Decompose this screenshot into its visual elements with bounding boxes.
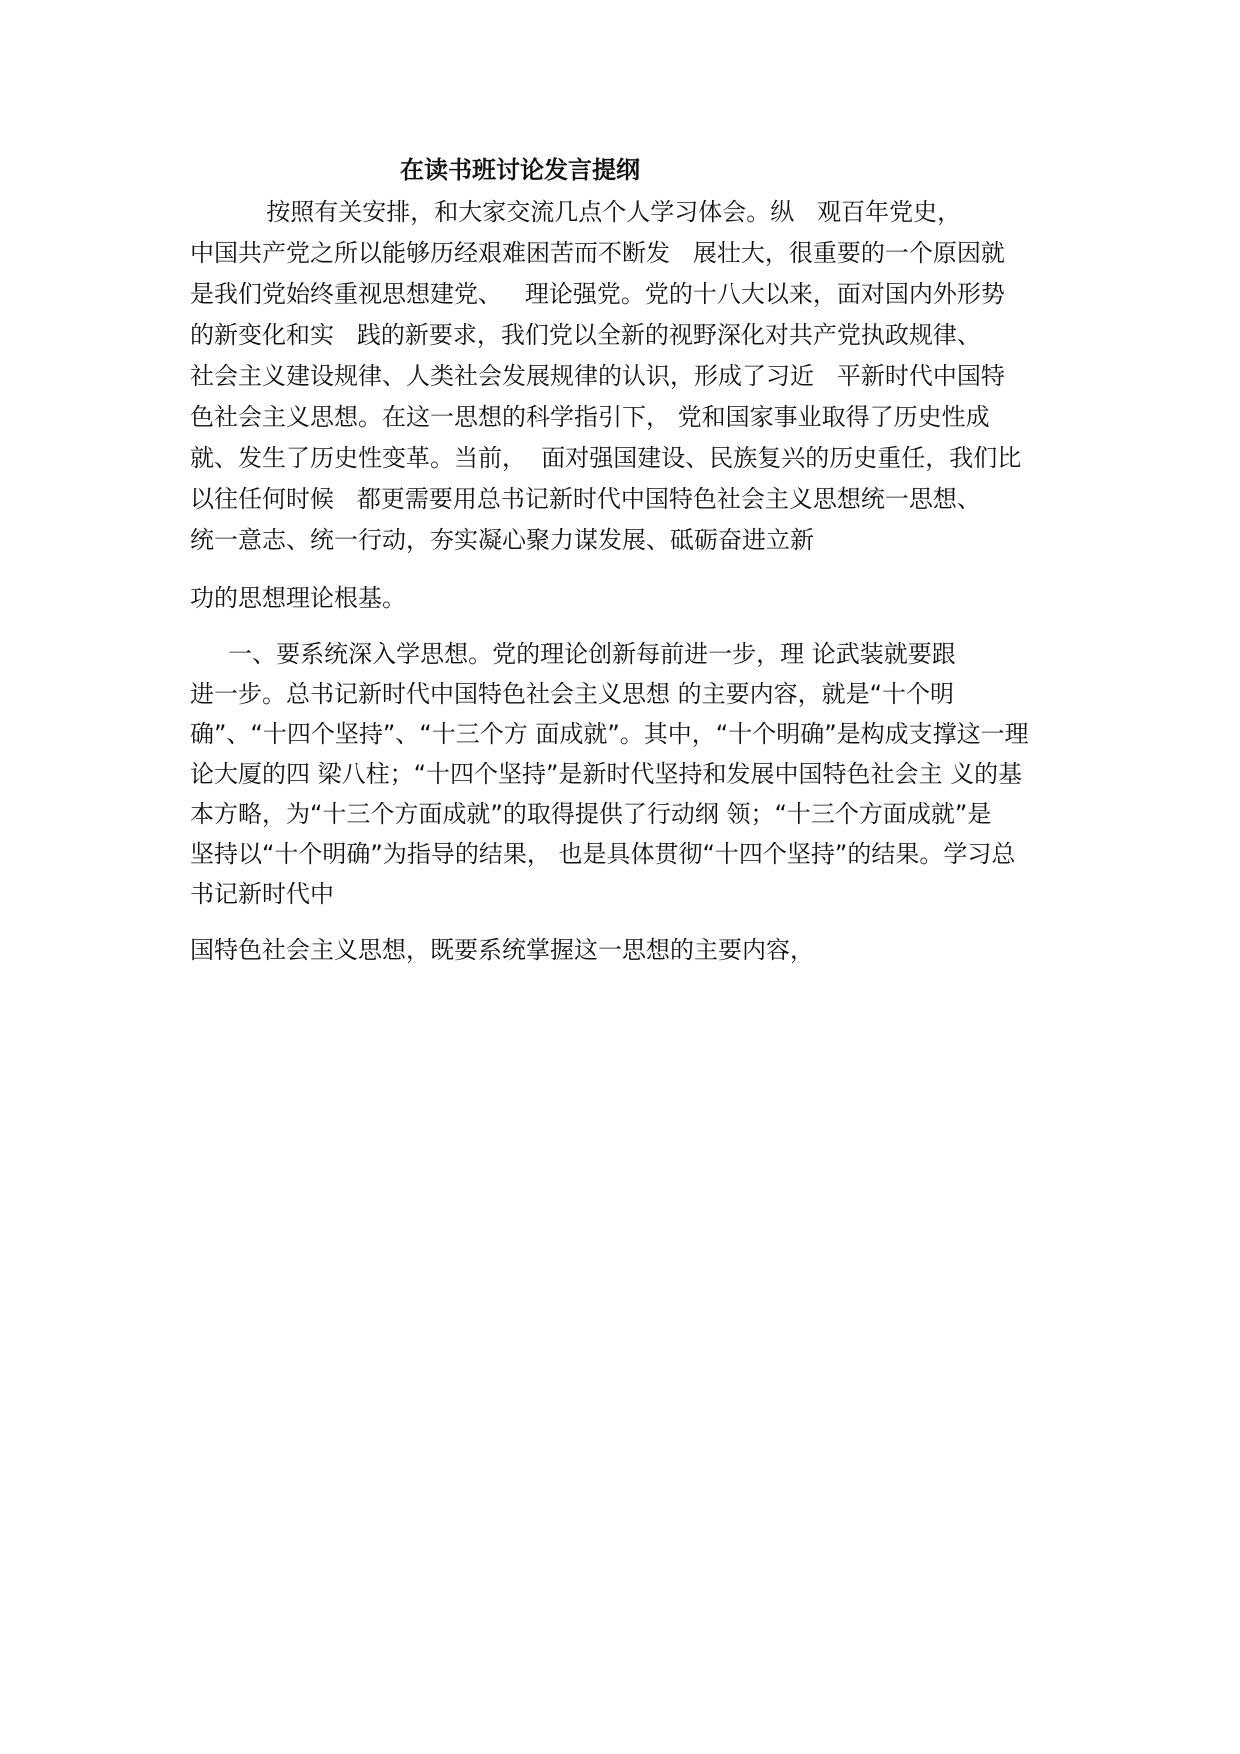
paragraph-line: 一、要系统深入学思想。党的理论创新每前进一步，理 论武装就要跟 [190,640,956,668]
paragraph-line: 功的思想理论根基。 [190,584,406,612]
paragraph-line: 社会主义建设规律、人类社会发展规律的认识，形成了习近 平新时代中国特 [190,362,1005,390]
paragraph-line: 色社会主义思想。在这一思想的科学指引下， 党和国家事业取得了历史性成 [190,403,990,431]
paragraph-line: 中国共产党之所以能够历经艰难困苦而不断发 展壮大，很重要的一个原因就 [190,239,1005,267]
paragraph-line: 论大厦的四 梁八柱；“十四个坚持”是新时代坚持和发展中国特色社会主 义的基 [190,760,1023,788]
paragraph-line: 本方略，为“十三个方面成就”的取得提供了行动纲 领；“十三个方面成就”是 [190,800,992,828]
paragraph-line: 按照有关安排，和大家交流几点个人学习体会。纵 观百年党史， [190,198,962,226]
paragraph-line: 的新变化和实 践的新要求，我们党以全新的视野深化对共产党执政规律、 [190,321,981,349]
paragraph-line: 统一意志、统一行动，夯实凝心聚力谋发展、砥砺奋进立新 [190,526,814,554]
paragraph-line: 确”、“十四个坚持”、“十三个方 面成就”。其中，“十个明确”是构成支撑这一理 [190,720,1029,748]
paragraph-line: 是我们党始终重视思想建党、 理论强党。党的十八大以来，面对国内外形势 [190,280,1005,308]
paragraph-line: 国特色社会主义思想，既要系统掌握这一思想的主要内容， [190,936,814,964]
paragraph-line: 坚持以“十个明确”为指导的结果， 也是具体贯彻“十四个坚持”的结果。学习总 [190,840,1016,868]
paragraph-line: 书记新时代中 [190,880,334,908]
paragraph-line: 以往任何时候 都更需要用总书记新时代中国特色社会主义思想统一思想、 [190,485,981,513]
page-title: 在读书班讨论发言提纲 [400,156,640,184]
paragraph-line: 进一步。总书记新时代中国特色社会主义思想 的主要内容，就是“十个明 [190,680,955,708]
paragraph-line: 就、发生了历史性变革。当前， 面对强国建设、民族复兴的历史重任，我们比 [190,444,1022,472]
